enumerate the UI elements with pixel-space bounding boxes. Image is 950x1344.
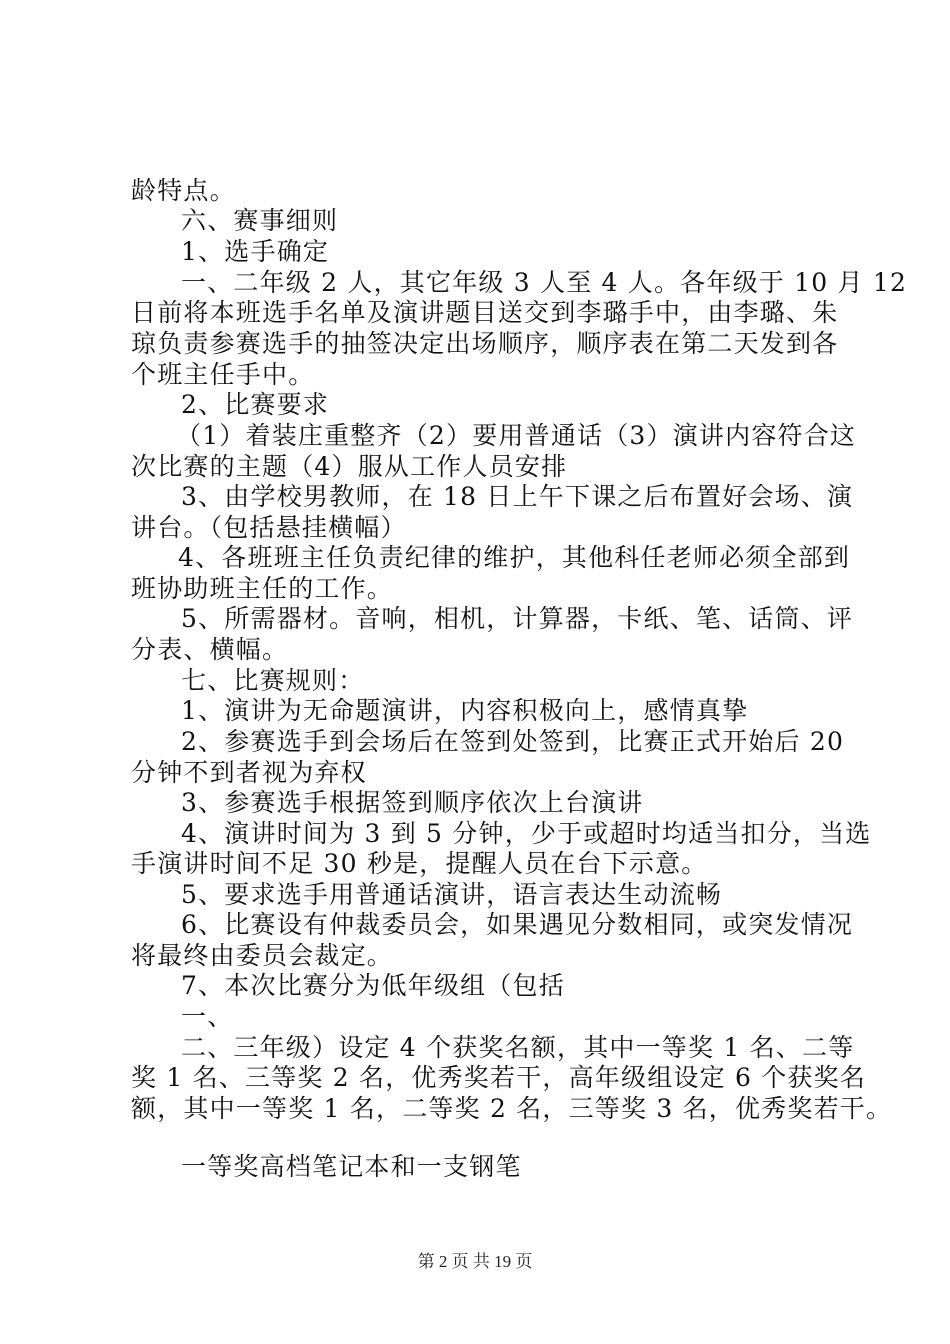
text-line: 个班主任手中。 (131, 360, 315, 389)
text-line: 6、比赛设有仲裁委员会，如果遇见分数相同，或突发情况 (181, 910, 854, 939)
text-line: 1、演讲为无命题演讲，内容积极向上，感情真挚 (181, 696, 749, 725)
subheading-requirements: 2、比赛要求 (181, 390, 330, 419)
text-line: 手演讲时间不足 30 秒是，提醒人员在台下示意。 (131, 849, 708, 878)
text-line: 3、参赛选手根据签到顺序依次上台演讲 (181, 788, 644, 817)
text-line: 琼负责参赛选手的抽签决定出场顺序，顺序表在第二天发到各 (131, 329, 839, 358)
text-line: 奖 1 名、三等奖 2 名，优秀奖若干，高年级组设定 6 个获奖名 (131, 1063, 867, 1092)
text-line: 班协助班主任的工作。 (131, 574, 394, 603)
text-line: 一、二年级 2 人，其它年级 3 人至 4 人。各年级于 10 月 12 (181, 268, 908, 297)
text-line: （1）着装庄重整齐（2）要用普通话（3）演讲内容符合这 (176, 421, 857, 450)
text-line: 将最终由委员会裁定。 (131, 941, 394, 970)
text-line: 3、由学校男教师，在 18 日上午下课之后布置好会场、演 (181, 482, 854, 511)
text-line: 一、 (181, 1002, 234, 1031)
text-line: 分表、横幅。 (131, 635, 289, 664)
page-footer: 第 2 页 共 19 页 (417, 1252, 533, 1271)
subheading-player-selection: 1、选手确定 (181, 237, 330, 266)
text-line: 龄特点。 (131, 176, 236, 205)
text-line: 讲台。（包括悬挂横幅） (131, 513, 407, 542)
section-heading-rules: 六、赛事细则 (181, 206, 339, 235)
text-line: 2、参赛选手到会场后在签到处签到，比赛正式开始后 20 (181, 727, 845, 756)
text-line: 次比赛的主题（4）服从工作人员安排 (131, 452, 568, 481)
text-line: 5、要求选手用普通话演讲，语言表达生动流畅 (181, 880, 723, 909)
text-line: 日前将本班选手名单及演讲题目送交到李璐手中，由李璐、朱 (131, 298, 839, 327)
text-line: 7、本次比赛分为低年级组（包括 (181, 971, 565, 1000)
text-line: 分钟不到者视为弃权 (131, 758, 367, 787)
text-line: 4、各班班主任负责纪律的维护，其他科任老师必须全部到 (178, 543, 851, 572)
text-line: 一等奖高档笔记本和一支钢笔 (181, 1152, 522, 1181)
text-line: 5、所需器材。音响，相机，计算器，卡纸、笔、话筒、评 (181, 604, 854, 633)
section-heading-competition-rules: 七、比赛规则： (181, 666, 365, 695)
text-line: 二、三年级）设定 4 个获奖名额，其中一等奖 1 名、二等 (181, 1033, 855, 1062)
text-line: 4、演讲时间为 3 到 5 分钟，少于或超时均适当扣分，当选 (181, 819, 872, 848)
text-line: 额，其中一等奖 1 名，二等奖 2 名，三等奖 3 名，优秀奖若干。 (131, 1094, 893, 1123)
